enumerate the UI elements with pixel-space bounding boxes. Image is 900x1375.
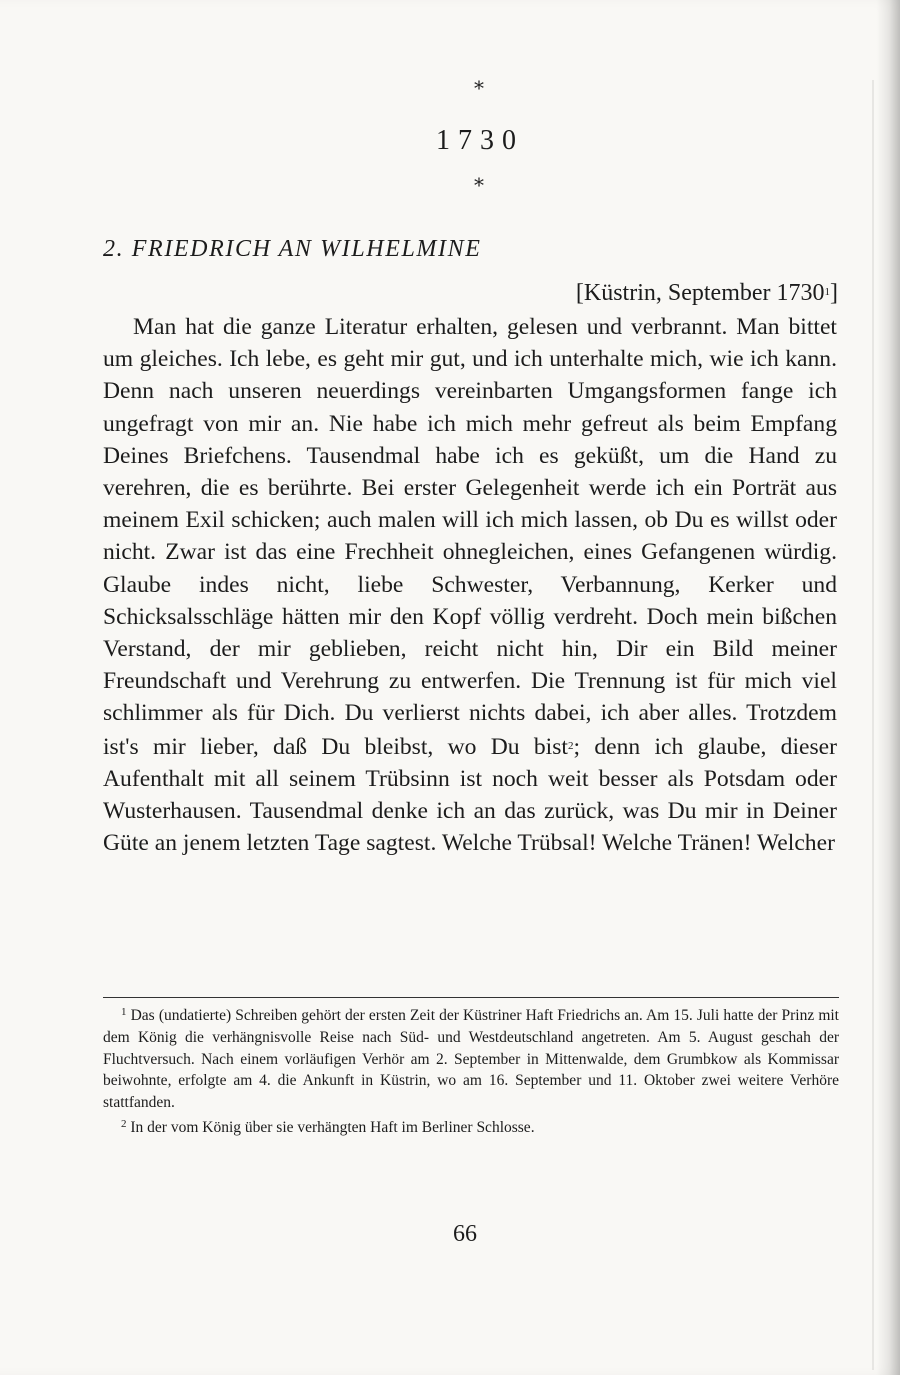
section-year: 1730	[436, 125, 524, 156]
letter-place-text: [Küstrin, September 1730	[575, 280, 825, 306]
footnote-2	[103, 1114, 839, 1139]
letter-text-part1: Man hat die ganze Literatur erhalten, gelesen und verbrannt. Man bittet um gleiches. Ich lebe, es geht mir gut, und ich unterhalte mich, wie ich kann. Denn nach unseren neuerdings vereinbarten Umgangsformen fange ich ungefragt von mir an. Nie habe ich mich mehr gefreut als beim Empfang Deines Briefchens. Tausendmal habe ich es geküßt, um die Hand zu verehren, die es berührte. Bei erster Gelegenheit werde ich ein Porträt aus meinem Exil schicken; auch malen will ich mich lassen, ob Du es willst oder nicht. Zwar ist das eine Frechheit ohnegleichen, eines Gefangenen würdig. Glaube indes nicht, liebe Schwester, Verbannung, Kerker und Schicksalsschläge hätten mir den Kopf völlig verdreht. Doch mein bißchen Verstand, der mir geblieben, reicht nicht hin, Dir ein Bild meiner Freundschaft und Verehrung zu entwerfen. Die Trennung ist für mich viel schlimmer als für Dich. Du verlierst nichts dabei, ich aber alles. Trotzdem ist's mir lieber, daß Du bleibst, wo Du bist	[103, 314, 837, 760]
footnote-1	[103, 1002, 839, 1114]
footnote-divider	[103, 997, 839, 998]
letter-place-date	[576, 277, 838, 308]
ornament-asterisk-top: *	[474, 76, 484, 100]
letter-place-close: ]	[830, 280, 838, 306]
letter-paragraph	[103, 311, 837, 859]
footnote-text-2: In der vom König über sie verhängten Haft im Berliner Schlosse.	[130, 1118, 535, 1136]
page-edge-line	[872, 80, 874, 1370]
footnote-marker-1: 1	[121, 1006, 127, 1018]
footnote-marker-2: 2	[121, 1117, 127, 1130]
letter-body	[103, 311, 837, 859]
footnote-ref-2: 2	[567, 739, 574, 752]
page-binding-shadow	[876, 0, 900, 1375]
footnote-text-1: Das (undatierte) Schreiben gehört der ersten Zeit der Küstriner Haft Friedrichs an. Am 15. Juli hatte der Prinz mit dem König die verhängnisvolle Reise nach Süd- und Westdeutschland angetreten. Am 5. August geschah der Fluchtversuch. Nach einem vorläufigen Verhör am 2. September in Mittenwalde, dem Grumbkow als Kommissar beiwohnte, erfolgte am 4. die Ankunft in Küstrin, wo am 16. September und 11. Oktober zwei weitere Verhöre stattfanden.	[103, 1007, 839, 1112]
page-number: 66	[453, 1221, 477, 1247]
footnote-ref-1: 1	[824, 286, 830, 298]
ornament-asterisk-bottom: *	[474, 173, 484, 197]
letter-text-part2: ; denn ich glaube, dieser Aufenthalt mit all seinem Trübsinn ist noch weit besser als Potsdam oder Wusterhausen. Tausendmal denke ich an das zurück, was Du mir in Deiner Güte an jenem letzten Tage sagtest. Welche Trübsal! Welche Tränen! Welcher	[103, 733, 838, 857]
letter-heading: 2. FRIEDRICH AN WILHELMINE	[103, 236, 482, 262]
footnotes	[103, 1002, 839, 1139]
